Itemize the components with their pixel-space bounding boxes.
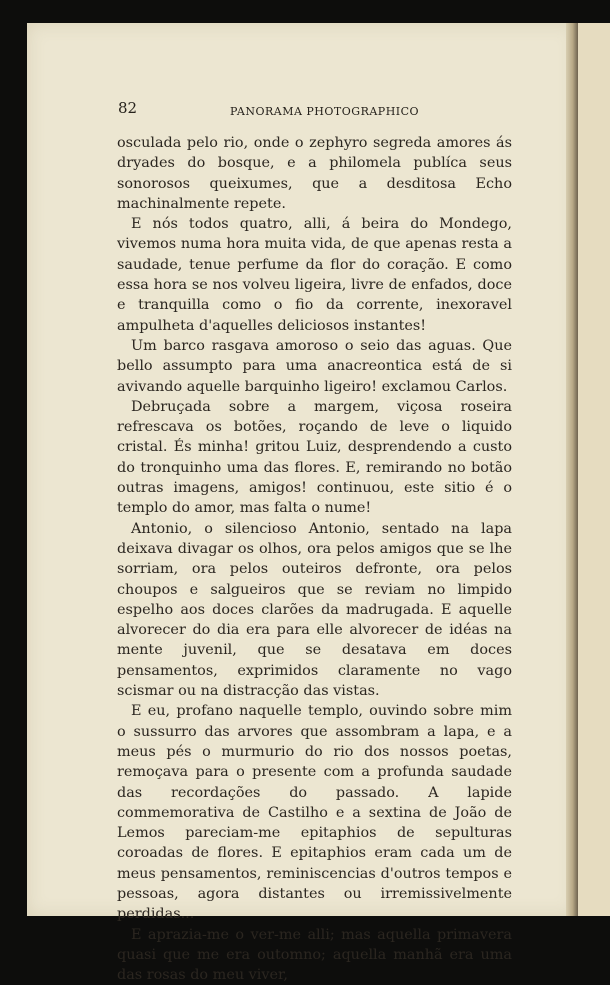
paragraph: E aprazia-me o ver-me alli; mas aquella primavera quasi que me era outomno; aquella manhã era uma das rosas do meu viver, xyxy=(117,926,512,984)
page-number: 82 xyxy=(118,99,138,117)
facing-page-edge xyxy=(578,23,610,916)
paragraph: osculada pelo rio, onde o zephyro segreda amores ás dryades do bosque, e a philomela publíca seus sonorosos queixumes, que a desditosa Echo machinalmente repete. xyxy=(117,135,512,212)
paragraph: Debruçada sobre a margem, viçosa roseira refrescava os botões, roçando de leve o liquido cristal. És minha! gritou Luiz, desprendendo a custo do tronquinho uma das flores. E, remirando no botão outras imagens, amigos! continuou, este sitio é o templo do amor, mas falta o nume! xyxy=(117,398,512,517)
paragraph: E eu, profano naquelle templo, ouvindo sobre mim o sussurro das arvores que assombram a lapa, e a meus pés o murmurio do rio dos nossos poetas, remoçava para o presente com a profunda saudade das recordações do passado. A lapide commemorativa de Castilho e a sextina de João de Lemos pareciam-me epitaphios de sepulturas coroadas de flores. E epitaphios eram cada um de meus pensamentos, reminiscencias d'outros tempos e pessoas, agora distantes ou irremissivelmente perdidas... xyxy=(117,703,512,923)
page-header xyxy=(118,99,520,125)
paragraph: Antonio, o silencioso Antonio, sentado na lapa deixava divagar os olhos, ora pelos amigos que se lhe sorriam, ora pelos outeiros defronte, ora pelos choupos e salgueiros que se reviam no limpido espelho aos doces clarões da madrugada. E aquelle alvorecer do dia era para elle alvorecer de idéas na mente juvenil, que se desatava em doces pensamentos, exprimidos claramente no vago scismar ou na distracção das vistas. xyxy=(117,520,512,700)
book-spine xyxy=(566,23,578,916)
paragraph: E nós todos quatro, alli, á beira do Mondego, vivemos numa hora muita vida, de que apenas resta a saudade, tenue perfume da flor do coração. E como essa hora se nos volveu ligeira, livre de enfados, doce e tranquilla como o fio da corrente, inexoravel ampulheta d'aquelles deliciosos instantes! xyxy=(117,216,512,334)
body-text xyxy=(117,133,512,985)
running-head: PANORAMA PHOTOGRAPHICO xyxy=(230,105,420,118)
paragraph: Um barco rasgava amoroso o seio das aguas. Que bello assumpto para uma anacreontica está de si avivando aquelle barquinho ligeiro! exclamou Carlos. xyxy=(117,337,512,395)
